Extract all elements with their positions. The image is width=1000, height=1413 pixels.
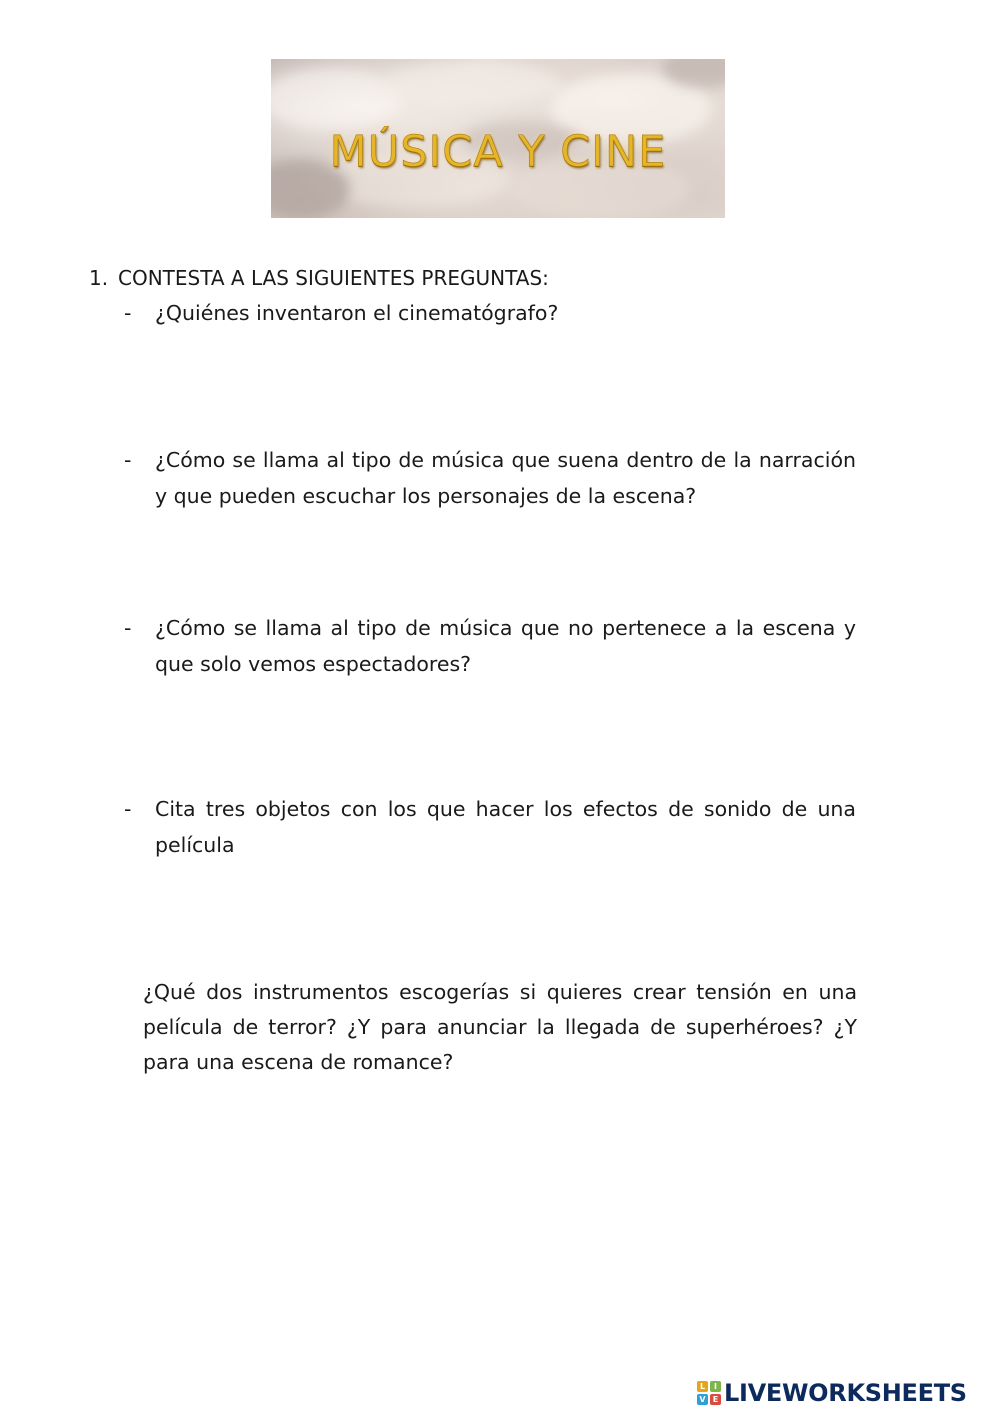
logo-letter: I [710, 1381, 721, 1392]
section-heading [89, 264, 549, 292]
question-item [124, 791, 856, 863]
liveworksheets-logo [697, 1378, 967, 1408]
question-item [124, 295, 856, 331]
logo-letter: E [710, 1394, 721, 1405]
question-item [124, 610, 856, 682]
title-banner [271, 59, 725, 218]
brand-name: LIVEWORKSHEETS [724, 1379, 967, 1407]
section-title: CONTESTA A LAS SIGUIENTES PREGUNTAS: [118, 266, 549, 290]
bullet-dash: - [124, 448, 132, 472]
section-number: 1. [89, 266, 109, 290]
question-text: ¿Cómo se llama al tipo de música que no pertenece a la escena y que solo vemos espectadores? [155, 616, 856, 676]
bullet-dash: - [124, 797, 132, 821]
free-question-text: ¿Qué dos instrumentos escogerías si quieres crear tensión en una película de terror? ¿Y para anunciar la llegada de superhéroes? ¿Y para una escena de romance? [143, 980, 857, 1074]
question-text: ¿Cómo se llama al tipo de música que suena dentro de la narración y que pueden escuchar los personajes de la escena? [155, 448, 856, 508]
banner-title: MÚSICA Y CINE [329, 127, 667, 177]
logo-letter: V [697, 1394, 708, 1405]
bullet-dash: - [124, 301, 132, 325]
question-text: ¿Quiénes inventaron el cinematógrafo? [155, 301, 559, 325]
question-text: Cita tres objetos con los que hacer los efectos de sonido de una película [155, 797, 856, 857]
logo-letter: L [697, 1381, 708, 1392]
question-item [124, 442, 856, 514]
logo-icon [697, 1381, 721, 1405]
bullet-dash: - [124, 616, 132, 640]
